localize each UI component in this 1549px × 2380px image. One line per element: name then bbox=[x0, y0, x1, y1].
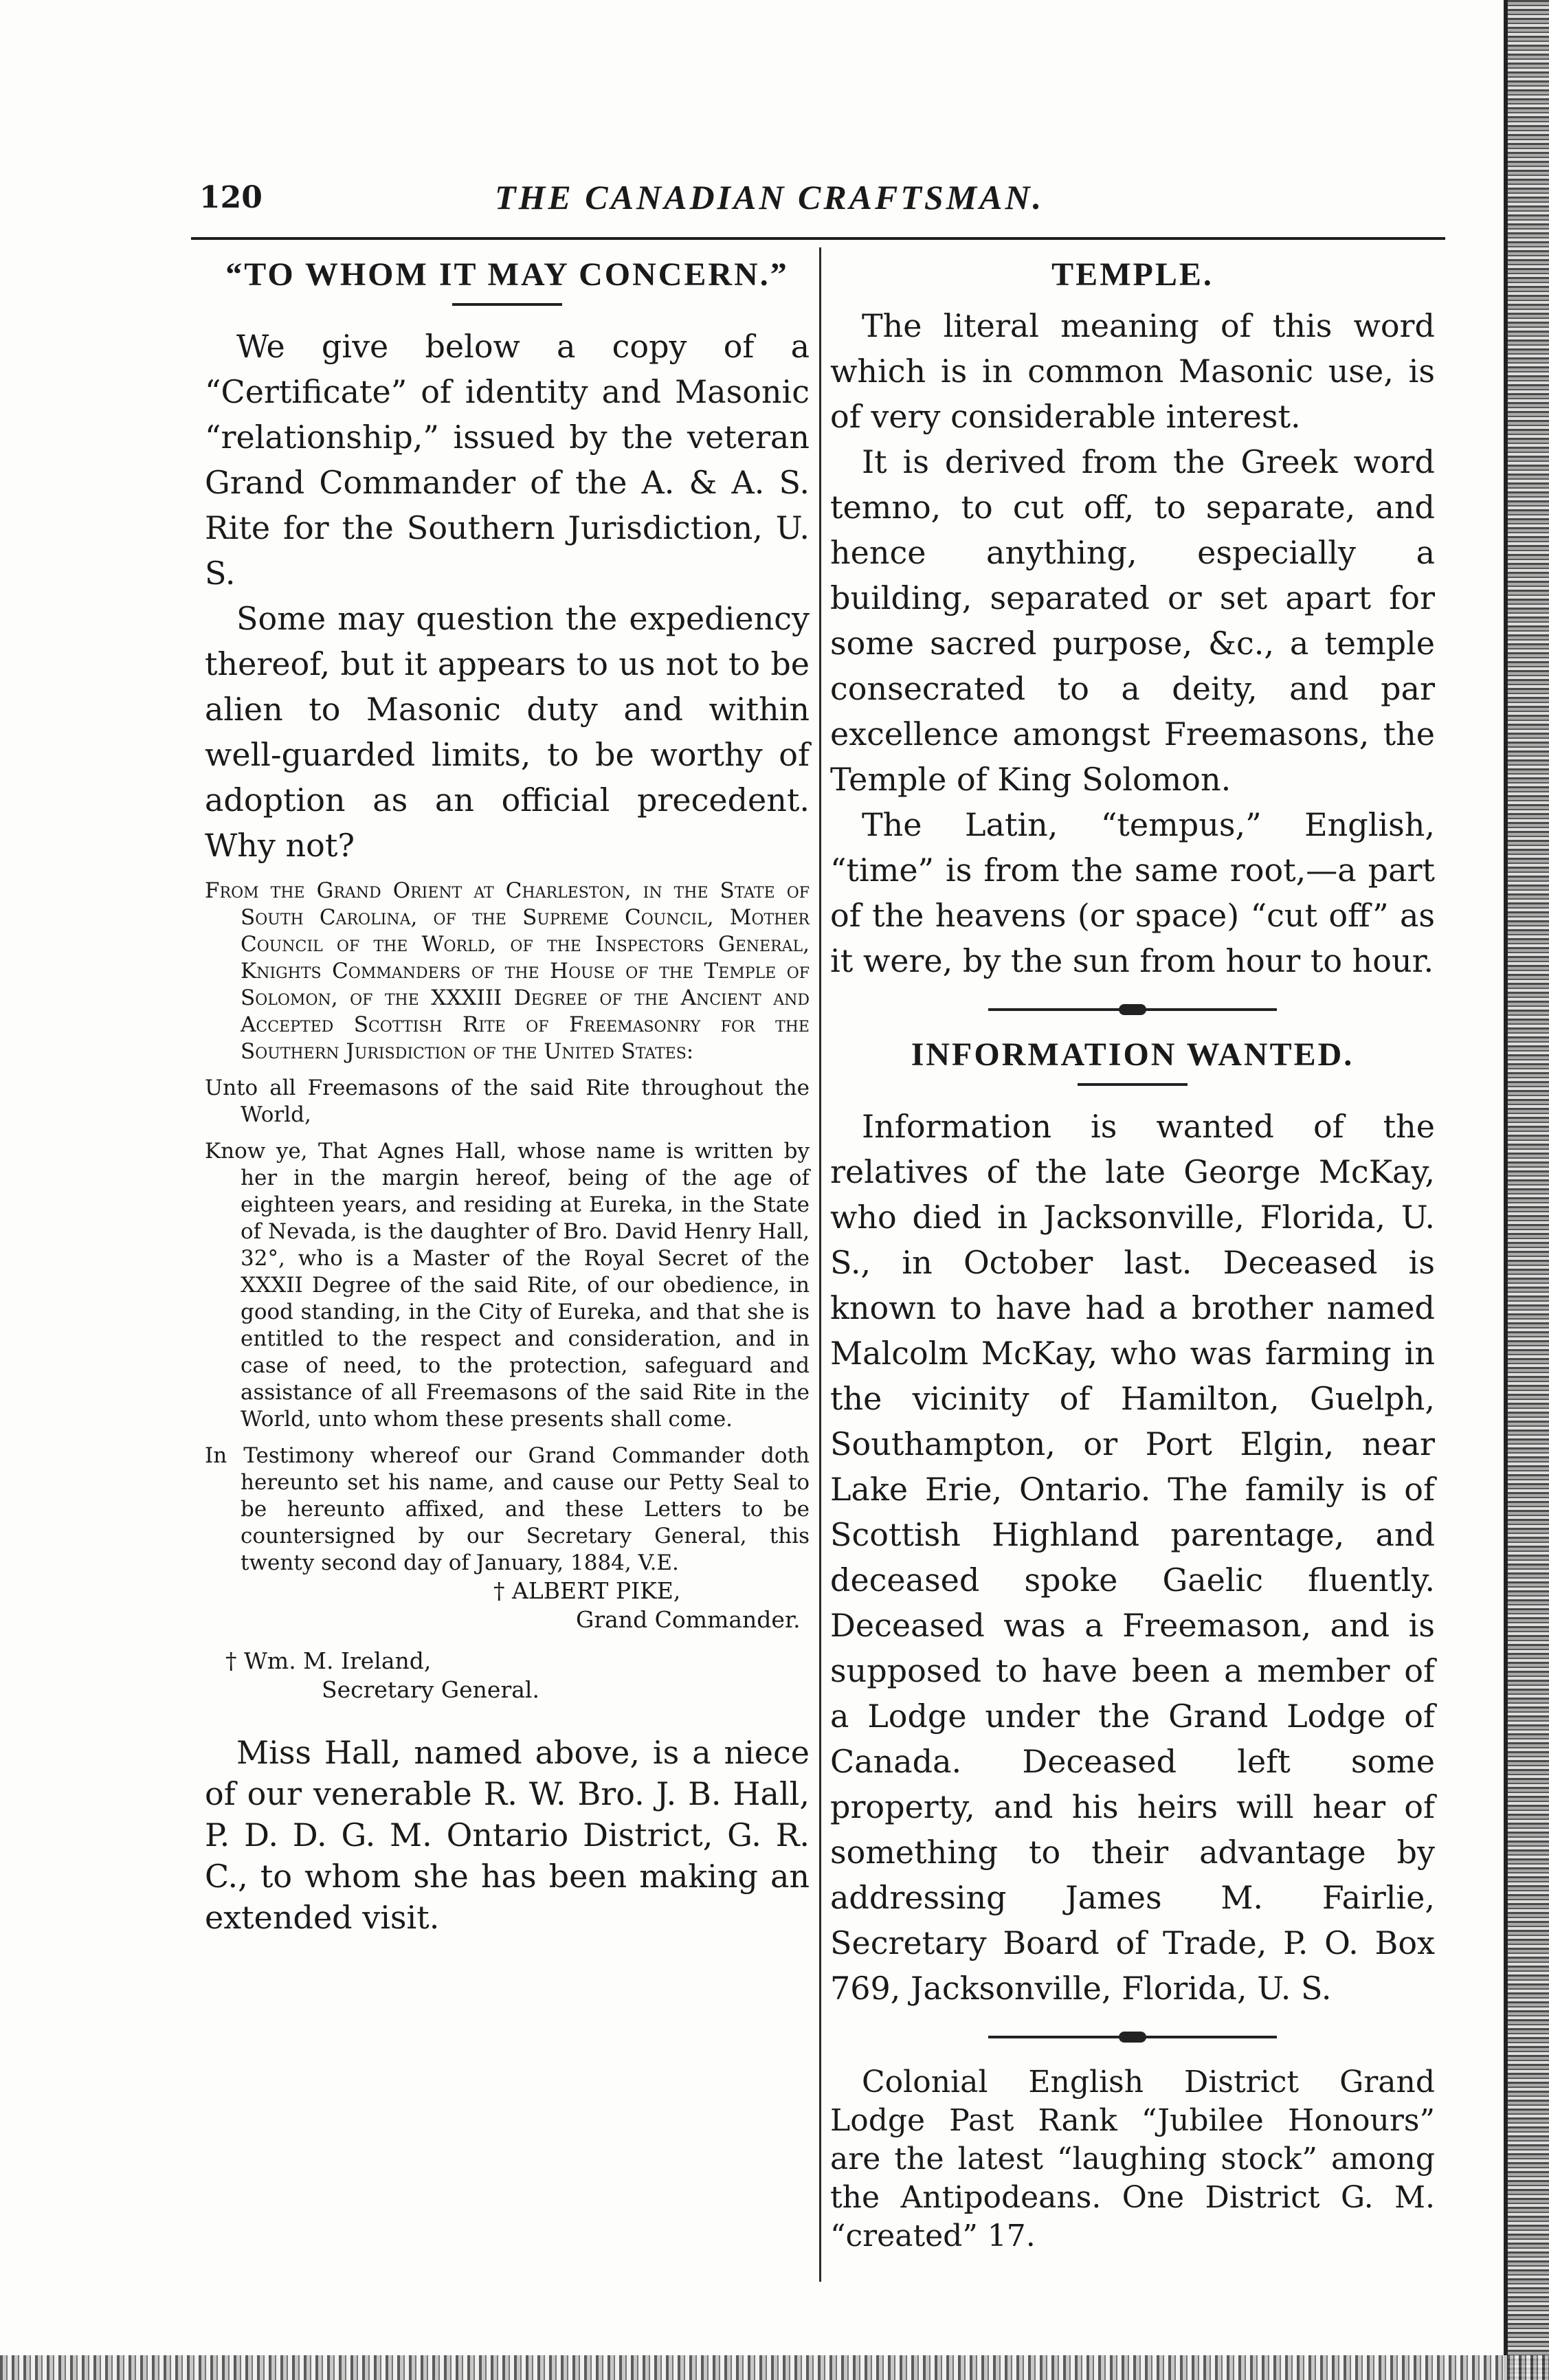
bottom-edge bbox=[0, 2355, 1549, 2380]
temple-paragraph-2: It is derived from the Greek word temno, to cut off, to separate, and hence anything, especially a building, separated or set apart for some sacred purpose, &c., a temple consecrated to a deity, and par excellence amongst Freemasons, the Temple of King Solomon. bbox=[830, 443, 1435, 798]
information-wanted-heading: INFORMATION WANTED. bbox=[911, 1036, 1355, 1073]
certificate-unto: Unto all Freemasons of the said Rite throughout the World, bbox=[205, 1076, 810, 1127]
left-column bbox=[205, 256, 810, 1938]
certificate-block bbox=[205, 878, 810, 1704]
to-whom-heading: “TO WHOM IT MAY CONCERN.” bbox=[225, 256, 789, 293]
temple-heading: TEMPLE. bbox=[1051, 256, 1214, 293]
miss-hall-paragraph: Miss Hall, named above, is a niece of our venerable R. W. Bro. J. B. Hall, P. D. D. G. M. Ontario District, G. R. C., to whom she has been making an extended visit. bbox=[205, 1734, 810, 1936]
binding-edge bbox=[1508, 0, 1549, 2380]
signature-albert-pike: † ALBERT PIKE, bbox=[493, 1577, 681, 1604]
signature-secretary-general: Secretary General. bbox=[322, 1676, 539, 1703]
certificate-testimony: In Testimony whereof our Grand Commander doth hereunto set his name, and cause our Petty Seal to be hereunto affixed, and these Letters to be countersigned by our Secretary General, this twenty second day of January, 1884, V.E. bbox=[205, 1443, 810, 1575]
certificate-know-ye: Know ye, That Agnes Hall, whose name is written by her in the margin hereof, being of the age of eighteen years, and residing at Eureka, in the State of Nevada, is the daughter of Bro. David Henry Hall, 32°, who is a Master of the Royal Secret of the XXXII Degree of the said Rite, of our obedience, in good standing, in the City of Eureka, and that she is entitled to the respect and consideration, and in case of need, to the protection, safeguard and assistance of all Freemasons of the said Rite in the World, unto whom these presents shall come. bbox=[205, 1139, 810, 1432]
right-column bbox=[830, 256, 1435, 2256]
page-number: 120 bbox=[199, 180, 263, 215]
ornament-rule bbox=[988, 1008, 1277, 1011]
signature-ireland: † Wm. M. Ireland, bbox=[225, 1647, 432, 1674]
signature-grand-commander: Grand Commander. bbox=[576, 1606, 801, 1633]
colonial-paragraph: Colonial English District Grand Lodge Past Rank “Jubilee Honours” are the latest “laughing stock” among the Antipodeans. One District G. M. “created” 17. bbox=[830, 2065, 1435, 2254]
information-wanted-paragraph: Information is wanted of the relatives of the late George McKay, who died in Jacksonville, Florida, U. S., in October last. Deceased is known to have had a brother named Malcolm McKay, who was farming in the vicinity of Hamilton, Guelph, Southampton, or Port Elgin, near Lake Erie, Ontario. The family is of Scottish Highland parentage, and deceased spoke Gaelic fluently. Deceased was a Freemason, and is supposed to have been a member of a Lodge under the Grand Lodge of Canada. Deceased left some property, and his heirs will hear of something to their advantage by addressing James M. Fairlie, Secretary Board of Trade, P. O. Box 769, Jacksonville, Florida, U. S. bbox=[830, 1108, 1435, 2007]
intro-paragraph: We give below a copy of a “Certificate” of identity and Masonic “relationship,” issued by the veteran Grand Commander of the A. & A. S. Rite for the Southern Jurisdiction, U. S. bbox=[205, 328, 810, 592]
temple-paragraph-1: The literal meaning of this word which is in common Masonic use, is of very considerable interest. bbox=[830, 307, 1435, 435]
header-rule bbox=[191, 237, 1445, 240]
short-rule-2 bbox=[1078, 1083, 1188, 1086]
certificate-from: From the Grand Orient at Charleston, in the State of South Carolina, of the Supreme Council, Mother Council of the World, of the Inspectors General, Knights Commanders of the House of the Temple of Solomon, of the XXXIII Degree of the Ancient and Accepted Scottish Rite of Freemasonry for the Southern Jurisdiction of the United States: bbox=[205, 878, 810, 1064]
expediency-paragraph: Some may question the expediency thereof, but it appears to us not to be alien to Masonic duty and within well-guarded limits, to be worthy of adoption as an official precedent. Why not? bbox=[205, 600, 810, 864]
ornament-rule-2 bbox=[988, 2036, 1277, 2038]
temple-paragraph-3: The Latin, “tempus,” English, “time” is from the same root,—a part of the heavens (or space) “cut off” as it were, by the sun from hour to hour. bbox=[830, 806, 1435, 979]
running-title: THE CANADIAN CRAFTSMAN. bbox=[495, 178, 1045, 216]
short-rule bbox=[452, 303, 562, 306]
column-divider bbox=[819, 247, 821, 2282]
